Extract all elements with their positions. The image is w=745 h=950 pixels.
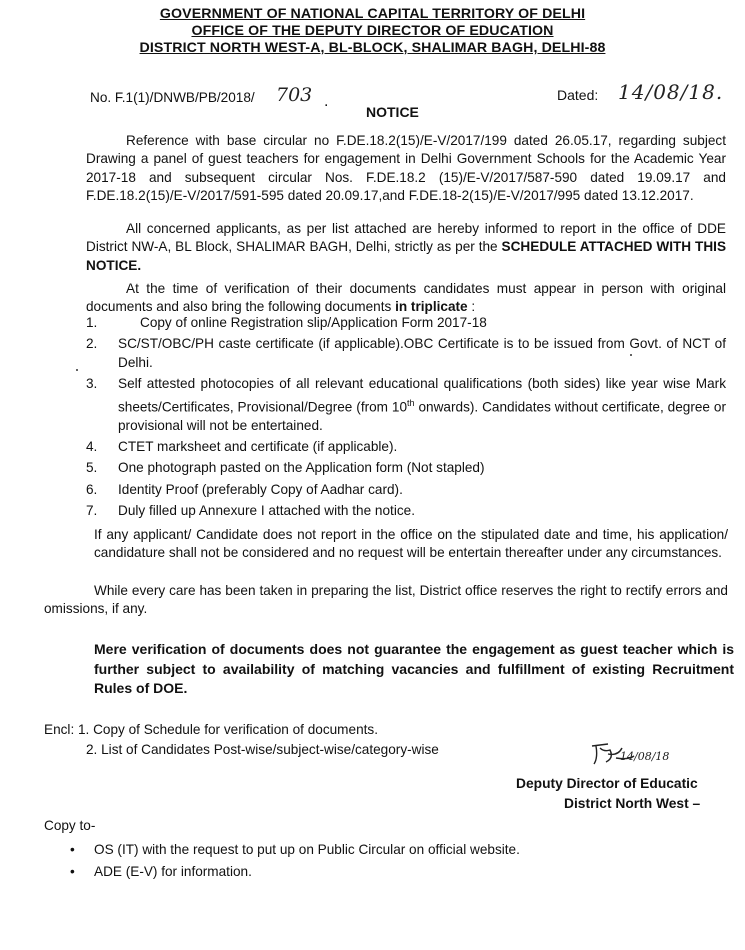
list-item: 7. Duly filled up Annexure I attached with the notice. (86, 503, 415, 519)
signatory-designation: Deputy Director of Educatic (516, 776, 698, 791)
signature-date-handwritten: 14/08/18 (620, 750, 670, 763)
list-item: 5. One photograph pasted on the Application form (Not stapled) (86, 460, 485, 476)
list-item: 6. Identity Proof (preferably Copy of Aadhar card). (86, 481, 403, 497)
dated-label: Dated: (557, 87, 599, 103)
enclosure-line-1: Encl: 1. Copy of Schedule for verification of documents. (44, 722, 378, 737)
header-govt-line: GOVERNMENT OF NATIONAL CAPITAL TERRITORY OF DELHI (159, 6, 586, 22)
errors-paragraph: While every care has been taken in preparing the list, District office reserves the right to rectify errors and omissions, if any. (44, 583, 728, 617)
header-office-line: OFFICE OF THE DEPUTY DIRECTOR OF EDUCATION (191, 23, 554, 39)
report-paragraph (86, 220, 726, 275)
header-district-line: DISTRICT NORTH WEST-A, BL-BLOCK, SHALIMAR BAGH, DELHI-88 (139, 40, 606, 56)
non-reporting-paragraph: If any applicant/ Candidate does not report in the office on the stipulated date and time, his application/ candidature shall not be considered and no request will be entertain thereafter under any circumstances. (94, 527, 728, 561)
in-triplicate-bold: in triplicate (395, 299, 468, 315)
list-item: • OS (IT) with the request to put up on Public Circular on official website. (70, 842, 520, 857)
reference-number (90, 88, 255, 107)
verification-disclaimer: Mere verification of documents does not guarantee the engagement as guest teacher which is further subject to availability of matching vacancies and fulfillment of existing Recruitment Rules of DOE. (94, 641, 734, 696)
scan-speck (76, 369, 78, 371)
copy-to-label: Copy to- (44, 818, 96, 833)
schedule-attached-bold: SCHEDULE ATTACHED WITH THIS NOTICE. (86, 239, 727, 273)
signatory-block (516, 774, 745, 814)
list-item: 2. SC/ST/OBC/PH caste certificate (if applicable).OBC Certificate is to be issued from Govt. of NCT of Delhi. (86, 336, 726, 370)
verification-paragraph-text: At the time of verification of their documents candidates must appear in person with original documents and also bring the following documents (86, 281, 726, 315)
verification-paragraph: At the time of verification of their documents candidates must appear in person with original documents and also bring the following documents in triplicate : (86, 281, 726, 315)
ref-trailing-dot: . (324, 93, 329, 110)
list-item: 1. Copy of online Registration slip/Application Form 2017-18 (86, 315, 487, 330)
copy-to-list (70, 840, 520, 884)
dated-handwritten: 14/08/18. (618, 80, 724, 104)
notice-title: NOTICE (366, 104, 419, 120)
reference-number-handwritten: 703 (276, 84, 313, 106)
list-item: • ADE (E-V) for information. (70, 864, 252, 879)
list-item: 3. Self attested photocopies of all relevant educational qualifications (both sides) like year wise Mark sheets/Certificates, Provisional/Degree (from 10th onwards). Candidates without certificate, degree or provisional will not be entertained. (86, 376, 726, 433)
report-paragraph-text: All concerned applicants, as per list attached are hereby informed to report in the office of DDE District NW-A, BL Block, SHALIMAR BAGH, Delhi, strictly as per the (86, 221, 726, 255)
signatory-district: District North West – (564, 796, 701, 811)
reference-paragraph: Reference with base circular no F.DE.18.2(15)/E-V/2017/199 dated 26.05.17, regarding subject Drawing a panel of guest teachers for engagement in Delhi Government Schools for the Academic Year 2017-18 and subsequent circular Nos. F.DE.18.2 (15)/E-V/2017/587-590 dated 19.09.17 and F.DE.18.2(15)/E-V/2017/591-595 dated 20.09.17,and F.DE.18-2(15)/E-V/2017/995 dated 13.12.2017. (86, 133, 726, 204)
enclosures (44, 720, 439, 760)
reference-number-printed: No. F.1(1)/DNWB/PB/2018/ (90, 90, 255, 105)
required-documents-list (86, 314, 726, 524)
scan-speck (630, 354, 632, 356)
enclosure-line-2: 2. List of Candidates Post-wise/subject-wise/category-wise (86, 742, 439, 757)
list-item: 4. CTET marksheet and certificate (if applicable). (86, 438, 398, 454)
